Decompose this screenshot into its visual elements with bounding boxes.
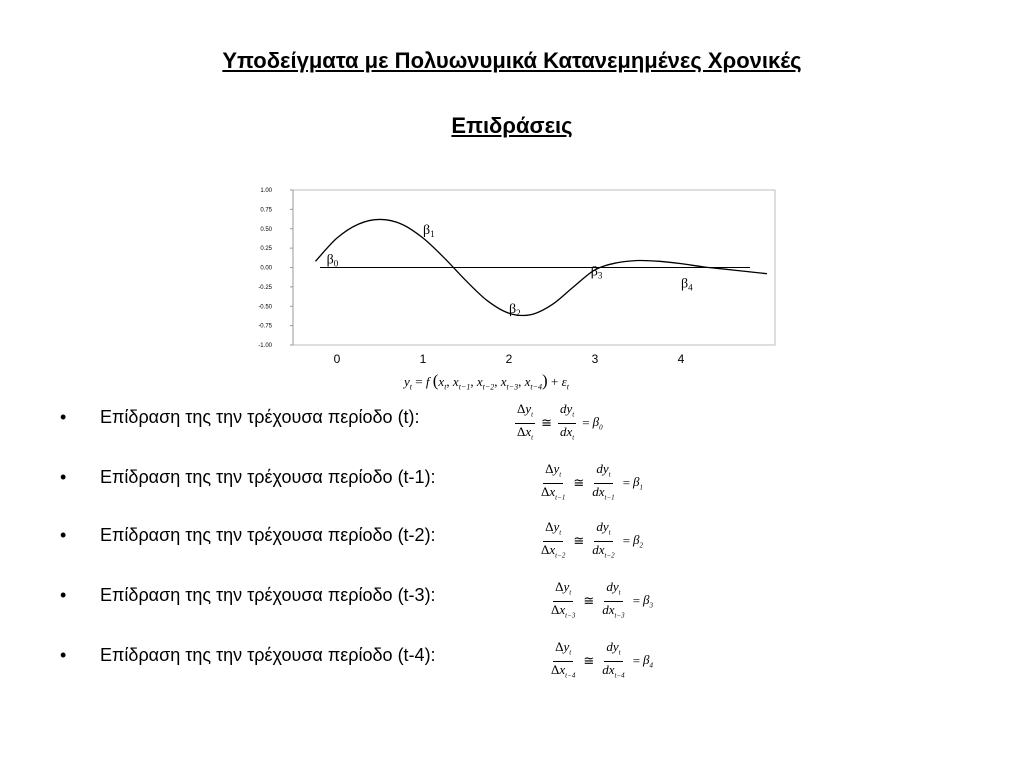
finite-difference-ratio: $\frac{\Delta y_t}{\Delta x_{t-3}}$ [551, 579, 576, 620]
slide-title-line2: Επιδράσεις [451, 113, 573, 138]
finite-difference-ratio: $\frac{\Delta y_t}{\Delta x_{t-4}}$ [551, 639, 576, 680]
eq-function: f [425, 374, 430, 389]
derivative-ratio: $\frac{dy_t}{dx_{t-4}}$ [602, 639, 625, 680]
effect-formula [546, 580, 653, 622]
eq-lhs: y [404, 374, 410, 389]
eq-open-paren: ( [432, 371, 439, 390]
x-tick-label: 3 [591, 352, 599, 366]
derivative-ratio: $\frac{dy_t}{dx_{t-3}}$ [602, 579, 625, 620]
eq-argument: $x_{t-3}$ [500, 374, 519, 392]
y-tick-label: -0.75 [258, 323, 272, 330]
bullet-marker: • [60, 467, 67, 487]
y-tick-label: -0.25 [258, 284, 272, 291]
approx-sign: ≅ [541, 415, 553, 431]
effect-formula [536, 462, 643, 504]
eq-error: ε [561, 374, 567, 389]
equals-sign: = [582, 415, 590, 431]
effect-formula [536, 520, 643, 562]
x-tick-label: 0 [333, 352, 341, 366]
bullet-text: Επίδραση της την τρέχουσα περίοδο (t-2): [100, 525, 436, 545]
slide-title-line1: Υποδείγματα με Πολυωνυμικά Κατανεμημένες Χρονικές [222, 48, 802, 73]
lag-effects-chart [250, 183, 780, 368]
eq-argument: $x_{t-2}$ [476, 374, 495, 392]
bullet-text: Επίδραση της την τρέχουσα περίοδο (t-3): [100, 585, 436, 605]
beta-coefficient: $\beta_0$ [592, 414, 603, 432]
y-tick-label: 1.00 [260, 188, 272, 194]
bullet-item [0, 578, 1024, 622]
derivative-ratio: $\frac{dy_t}{dx_{t-1}}$ [592, 461, 615, 502]
y-tick-label: -1.00 [258, 343, 272, 349]
finite-difference-ratio: $\frac{\Delta y_t}{\Delta x_t}$ [517, 401, 534, 442]
eq-argument: $x_{t-1}$ [452, 374, 471, 392]
bullet-marker: • [60, 525, 67, 545]
bullet-item [0, 518, 1024, 562]
equals-sign: = [632, 593, 641, 609]
beta-coefficient: $\beta_1$ [633, 474, 644, 492]
equals-sign: = [622, 533, 631, 549]
bullet-marker: • [60, 645, 67, 665]
eq-argument: $x_{t-4}$ [524, 374, 543, 392]
equals-sign: = [632, 653, 641, 669]
derivative-ratio: $\frac{dy_t}{dx_{t-2}}$ [592, 519, 615, 560]
eq-lhs-sub: t [409, 382, 413, 392]
finite-difference-ratio: $\frac{\Delta y_t}{\Delta x_{t-1}}$ [541, 461, 566, 502]
beta-coefficient: $\beta_3$ [643, 592, 654, 610]
beta-label: $\beta_2$ [509, 302, 521, 319]
beta-label: $\beta_1$ [423, 223, 435, 240]
bullet-text: Επίδραση της την τρέχουσα περίοδο (t-1): [100, 467, 436, 487]
beta-label: $\beta_0$ [326, 252, 339, 269]
x-tick-label: 1 [419, 352, 427, 366]
effect-formula [546, 640, 653, 682]
finite-difference-ratio: $\frac{\Delta y_t}{\Delta x_{t-2}}$ [541, 519, 566, 560]
eq-equals: = [415, 374, 423, 389]
y-tick-label: 0.25 [260, 246, 272, 253]
effect-formula [512, 402, 603, 444]
x-tick-label: 2 [505, 352, 513, 366]
y-axis-ticks [258, 188, 293, 349]
beta-label: $\beta_4$ [681, 276, 693, 293]
equals-sign: = [622, 475, 631, 491]
bullet-item [0, 460, 1024, 504]
derivative-ratio: $\frac{dy_t}{dx_t}$ [560, 401, 575, 442]
approx-sign: ≅ [583, 593, 595, 609]
y-tick-label: 0.75 [260, 207, 272, 214]
y-tick-label: 0.00 [260, 265, 272, 272]
bullet-marker: • [60, 585, 67, 605]
bullet-marker: • [60, 407, 67, 427]
eq-plus: + [550, 374, 559, 389]
approx-sign: ≅ [583, 653, 595, 669]
beta-label: $\beta_3$ [590, 264, 603, 281]
bullet-item [0, 400, 1024, 444]
model-equation [404, 371, 569, 392]
y-tick-label: 0.50 [260, 226, 272, 233]
x-tick-label: 4 [677, 352, 685, 366]
bullet-text: Επίδραση της την τρέχουσα περίοδο (t): [100, 407, 420, 427]
approx-sign: ≅ [573, 533, 585, 549]
beta-coefficient: $\beta_4$ [643, 652, 654, 670]
eq-arguments: $x_t$, $x_{t-1}$, $x_{t-2}$, $x_{t-3}$, $x_{t-4}$ [438, 374, 543, 392]
eq-argument: $x_t$ [438, 374, 447, 392]
bullet-item [0, 638, 1024, 682]
approx-sign: ≅ [573, 475, 585, 491]
eq-close-paren: ) [542, 371, 548, 390]
y-tick-label: -0.50 [258, 304, 272, 311]
eq-error-sub: t [566, 382, 569, 392]
x-axis-ticks [334, 352, 685, 366]
beta-coefficient: $\beta_2$ [633, 532, 644, 550]
bullet-text: Επίδραση της την τρέχουσα περίοδο (t-4): [100, 645, 436, 665]
